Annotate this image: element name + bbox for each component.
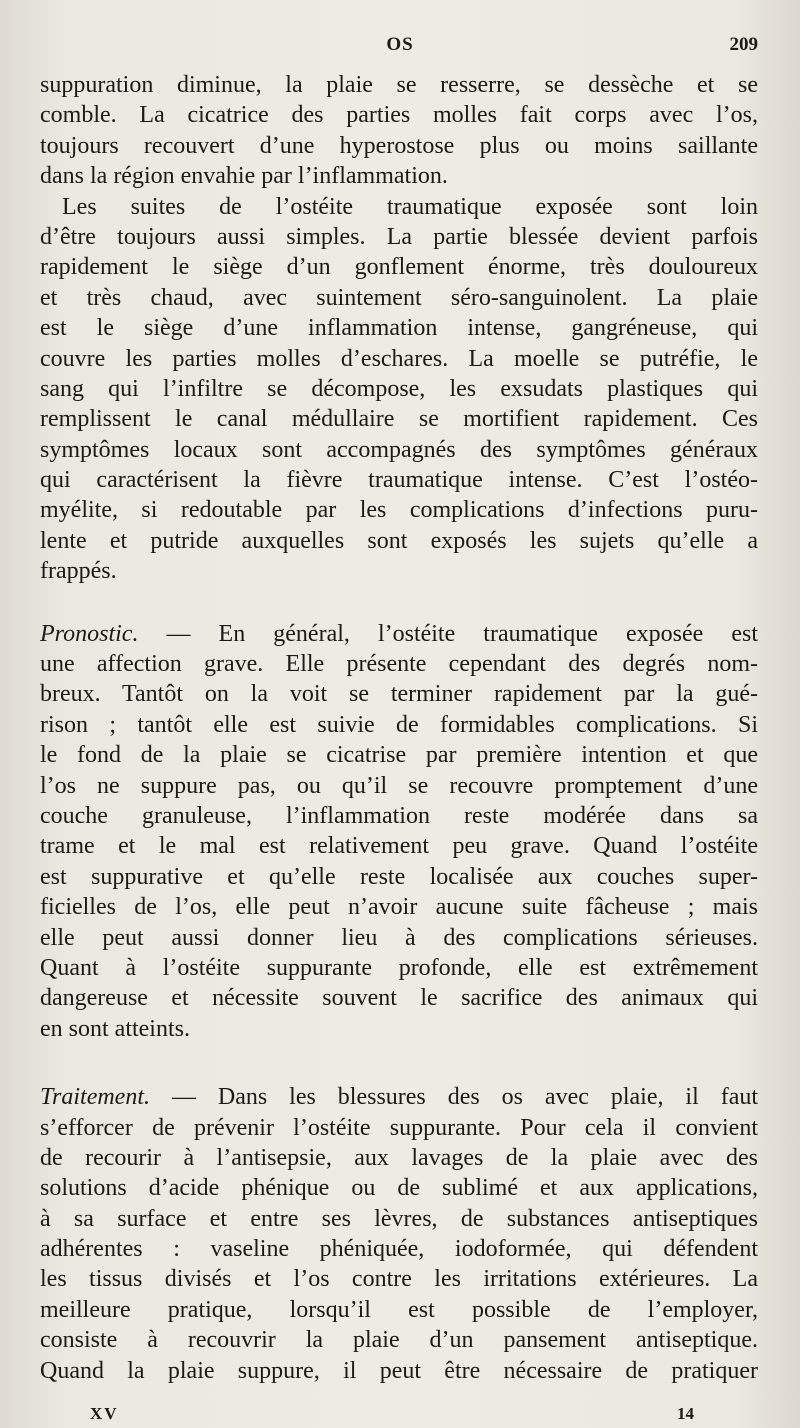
page-number: 209 (729, 34, 758, 55)
text-line: qui caractérisent la fièvre traumatique intense. C’est l’ostéo- (40, 467, 758, 494)
section-traitement (40, 1082, 758, 1386)
text-line (40, 619, 758, 649)
text-line: comble. La cicatrice des parties molles fait corps avec l’os, (40, 102, 758, 129)
section-heading-pronostic: Pronostic. (40, 620, 139, 647)
page-footer (0, 1404, 800, 1426)
text-line: suppuration diminue, la plaie se resserre, se dessèche et se (40, 72, 758, 98)
text-line: dans la région envahie par l’inflammation. (40, 163, 448, 190)
text-line: symptômes locaux sont accompagnés des symptômes généraux (40, 436, 758, 463)
text-line: lente et putride auxquelles sont exposés les sujets qu’elle a (40, 527, 758, 554)
text-line: sang qui l’infiltre se décompose, les exsudats plastiques qui (40, 375, 758, 402)
paragraph-continuation (40, 70, 758, 192)
text-run: — En général, l’ostéite traumatique exposée est (166, 620, 758, 647)
text-line: Les suites de l’ostéite traumatique exposée sont loin (62, 193, 758, 220)
text-line: couche granuleuse, l’inflammation reste modérée dans sa (40, 802, 758, 829)
text-line: le fond de la plaie se cicatrise par première intention et que (40, 742, 758, 769)
text-line: myélite, si redoutable par les complications d’infections puru- (40, 497, 758, 524)
text-line: Quand la plaie suppure, il peut être nécessaire de pratiquer (40, 1357, 758, 1384)
text-line: rapidement le siège d’un gonflement énorme, très douloureux (40, 254, 758, 281)
text-line: est le siège d’une inflammation intense, gangréneuse, qui (40, 315, 758, 342)
text-line: les tissus divisés et l’os contre les irritations extérieures. La (40, 1266, 758, 1293)
text-line: breux. Tantôt on la voit se terminer rapidement par la gué- (40, 681, 758, 708)
text-line: d’être toujours aussi simples. La partie blessée devient parfois (40, 223, 758, 250)
text-line: rison ; tantôt elle est suivie de formidables complications. Si (40, 711, 758, 738)
paragraph-osteomyelitis (40, 192, 758, 587)
running-head (0, 34, 800, 58)
text-line: dangereuse et nécessite souvent le sacrifice des animaux qui (40, 985, 758, 1012)
text-line: de recourir à l’antisepsie, aux lavages de la plaie avec des (40, 1144, 758, 1171)
text-line: Quant à l’ostéite suppurante profonde, elle est extrêmement (40, 954, 758, 981)
text-line: couvre les parties molles d’eschares. La moelle se putréfie, le (40, 345, 758, 372)
text-line: frappés. (40, 558, 117, 585)
text-line: ficielles de l’os, elle peut n’avoir aucune suite fâcheuse ; mais (40, 894, 758, 921)
text-line: remplissent le canal médullaire se mortifient rapidement. Ces (40, 406, 758, 433)
section-heading-traitement: Traitement. (40, 1084, 151, 1111)
text-line: à sa surface et entre ses lèvres, de substances antiseptiques (40, 1205, 758, 1232)
text-run: — Dans les blessures des os avec plaie, il faut (171, 1084, 758, 1111)
text-line: et très chaud, avec suintement séro-sanguinolent. La plaie (40, 284, 758, 311)
text-line: toujours recouvert d’une hyperostose plus ou moins saillante (40, 132, 758, 159)
text-line: consiste à recouvrir la plaie d’un pansement antiseptique. (40, 1327, 758, 1354)
text-line: solutions d’acide phénique ou de sublimé et aux applications, (40, 1175, 758, 1202)
text-line: une affection grave. Elle présente cependant des degrés nom- (40, 651, 758, 678)
text-line: l’os ne suppure pas, ou qu’il se recouvre promptement d’une (40, 772, 758, 799)
section-spacer (40, 587, 758, 619)
text-line: en sont atteints. (40, 1015, 190, 1042)
section-pronostic (40, 619, 758, 1044)
text-line: s’efforcer de prévenir l’ostéite suppurante. Pour cela il convient (40, 1114, 758, 1141)
text-line: meilleure pratique, lorsqu’il est possible de l’employer, (40, 1296, 758, 1323)
text-line (40, 1082, 758, 1112)
section-spacer (40, 1044, 758, 1082)
text-line: est suppurative et qu’elle reste localisée aux couches super- (40, 863, 758, 890)
text-line: trame et le mal est relativement peu grave. Quand l’ostéite (40, 833, 758, 860)
gathering-number: 14 (677, 1404, 694, 1423)
running-title: OS (386, 34, 414, 55)
page-body (40, 70, 758, 1386)
text-line: elle peut aussi donner lieu à des complications sérieuses. (40, 924, 758, 951)
printer-signature-mark: XV (90, 1404, 119, 1423)
text-line: adhérentes : vaseline phéniquée, iodoformée, qui défendent (40, 1236, 758, 1263)
